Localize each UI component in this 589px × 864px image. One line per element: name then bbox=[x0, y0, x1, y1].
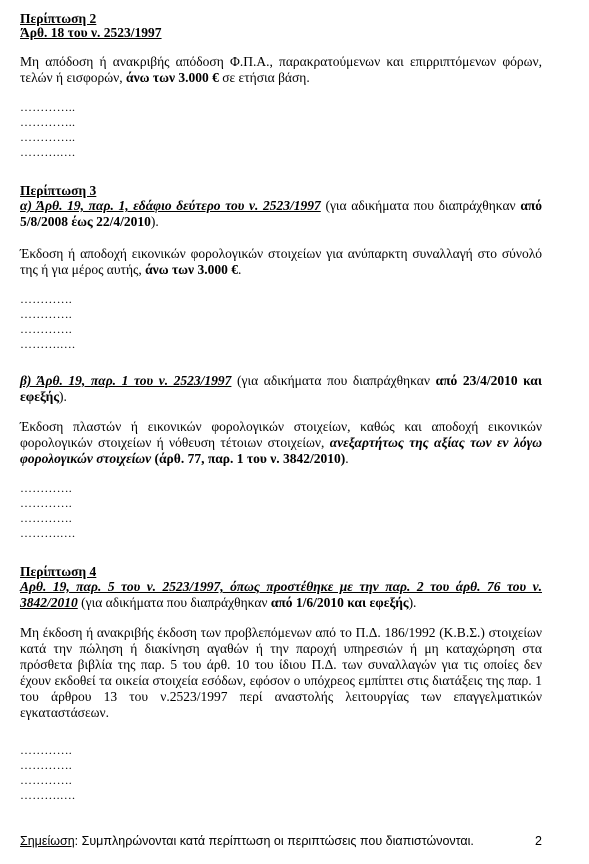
case-3b-placeholder-list bbox=[20, 481, 542, 541]
placeholder-line: …………. bbox=[20, 307, 72, 321]
placeholder-line: ………….. bbox=[20, 130, 76, 144]
placeholder-line: …………. bbox=[20, 758, 72, 772]
case-3b-section bbox=[20, 373, 542, 541]
placeholder-line: ……….…. bbox=[20, 145, 76, 159]
case-3-heading: Περίπτωση 3 bbox=[20, 183, 97, 198]
placeholder-line: …………. bbox=[20, 743, 72, 757]
placeholder-line: ……….…. bbox=[20, 337, 76, 351]
case-3a-article-line: α) Άρθ. 19, παρ. 1, εδάφιο δεύτερο του ν. 2523/1997 (για αδικήματα που διαπράχθηκαν από 5/8/2008 έως 22/4/2010). bbox=[20, 198, 542, 229]
placeholder-line: …………. bbox=[20, 292, 72, 306]
note-text: Σημείωση: Συμπληρώνονται κατά περίπτωση οι περιπτώσεις που διαπιστώνονται. bbox=[20, 834, 474, 848]
note-label: Σημείωση bbox=[20, 834, 75, 848]
case-2-heading: Περίπτωση 2 bbox=[20, 11, 97, 26]
case-3-section bbox=[20, 184, 542, 352]
placeholder-line: ………….. bbox=[20, 100, 76, 114]
case-3a-description: Έκδοση ή αποδοχή εικονικών φορολογικών στοιχείων για ανύπαρκτη συναλλαγή στο σύνολό της ή για μέρος αυτής, άνω των 3.000 €. bbox=[20, 246, 542, 277]
placeholder-line: ……….…. bbox=[20, 526, 76, 540]
case-4-article-line: Αρθ. 19, παρ. 5 του ν. 2523/1997, όπως προστέθηκε με την παρ. 2 του άρθ. 76 του ν. 3842/2010 (για αδικήματα που διαπράχθηκαν από 1/6/2010 και εφεξής). bbox=[20, 579, 542, 610]
case-4-description: Μη έκδοση ή ανακριβής έκδοση των προβλεπόμενων από το Π.Δ. 186/1992 (Κ.Β.Σ.) στοιχείων κατά την πώληση ή διακίνηση αγαθών ή την παροχή υπηρεσιών ή μη καταχώρηση στα πρόσθετα βιβλία της παρ. 5 του άρθ. 10 του ίδιου Π.Δ. των συναλλαγών για τις οποίες δεν έχουν εκδοθεί τα οικεία στοιχεία εσόδων, εφόσον ο υπόχρεος εμπίπτει στις διατάξεις της παρ. 1 του άρθρου 13 του ν.2523/1997 περί αναστολής λειτουργίας των επαγγελματικών εγκαταστάσεων. bbox=[20, 625, 542, 720]
case-2-article: Άρθ. 18 του ν. 2523/1997 bbox=[20, 25, 162, 40]
case-3b-description: Έκδοση πλαστών ή εικονικών φορολογικών στοιχείων, καθώς και αποδοχή εικονικών φορολογικών στοιχείων ή νόθευση τέτοιων στοιχείων, ανεξαρτήτως της αξίας των εν λόγω φορολογικών στοιχείων (άρθ. 77, παρ. 1 του ν. 3842/2010). bbox=[20, 419, 543, 466]
case-3b-article-line: β) Άρθ. 19, παρ. 1 του ν. 2523/1997 (για αδικήματα που διαπράχθηκαν από 23/4/2010 και εφεξής). bbox=[20, 373, 543, 404]
page-number: 2 bbox=[535, 834, 542, 848]
case-4-placeholder-list bbox=[20, 743, 542, 803]
case-2-description: Μη απόδοση ή ανακριβής απόδοση Φ.Π.Α., παρακρατούμενων και επιρριπτόμενων φόρων, τελών ή εισφορών, άνω των 3.000 € σε ετήσια βάση. bbox=[20, 54, 542, 85]
placeholder-line: …………. bbox=[20, 322, 72, 336]
case-2-placeholder-list bbox=[20, 100, 542, 160]
case-4-heading: Περίπτωση 4 bbox=[20, 564, 97, 579]
case-3a-placeholder-list bbox=[20, 292, 542, 352]
case-4-section bbox=[20, 565, 542, 803]
placeholder-line: ………….. bbox=[20, 115, 76, 129]
placeholder-line: …………. bbox=[20, 773, 72, 787]
placeholder-line: ……….…. bbox=[20, 788, 76, 802]
case-2-section bbox=[20, 12, 542, 160]
placeholder-line: …………. bbox=[20, 481, 72, 495]
placeholder-line: …………. bbox=[20, 496, 72, 510]
footer-note bbox=[20, 834, 542, 848]
placeholder-line: …………. bbox=[20, 511, 72, 525]
